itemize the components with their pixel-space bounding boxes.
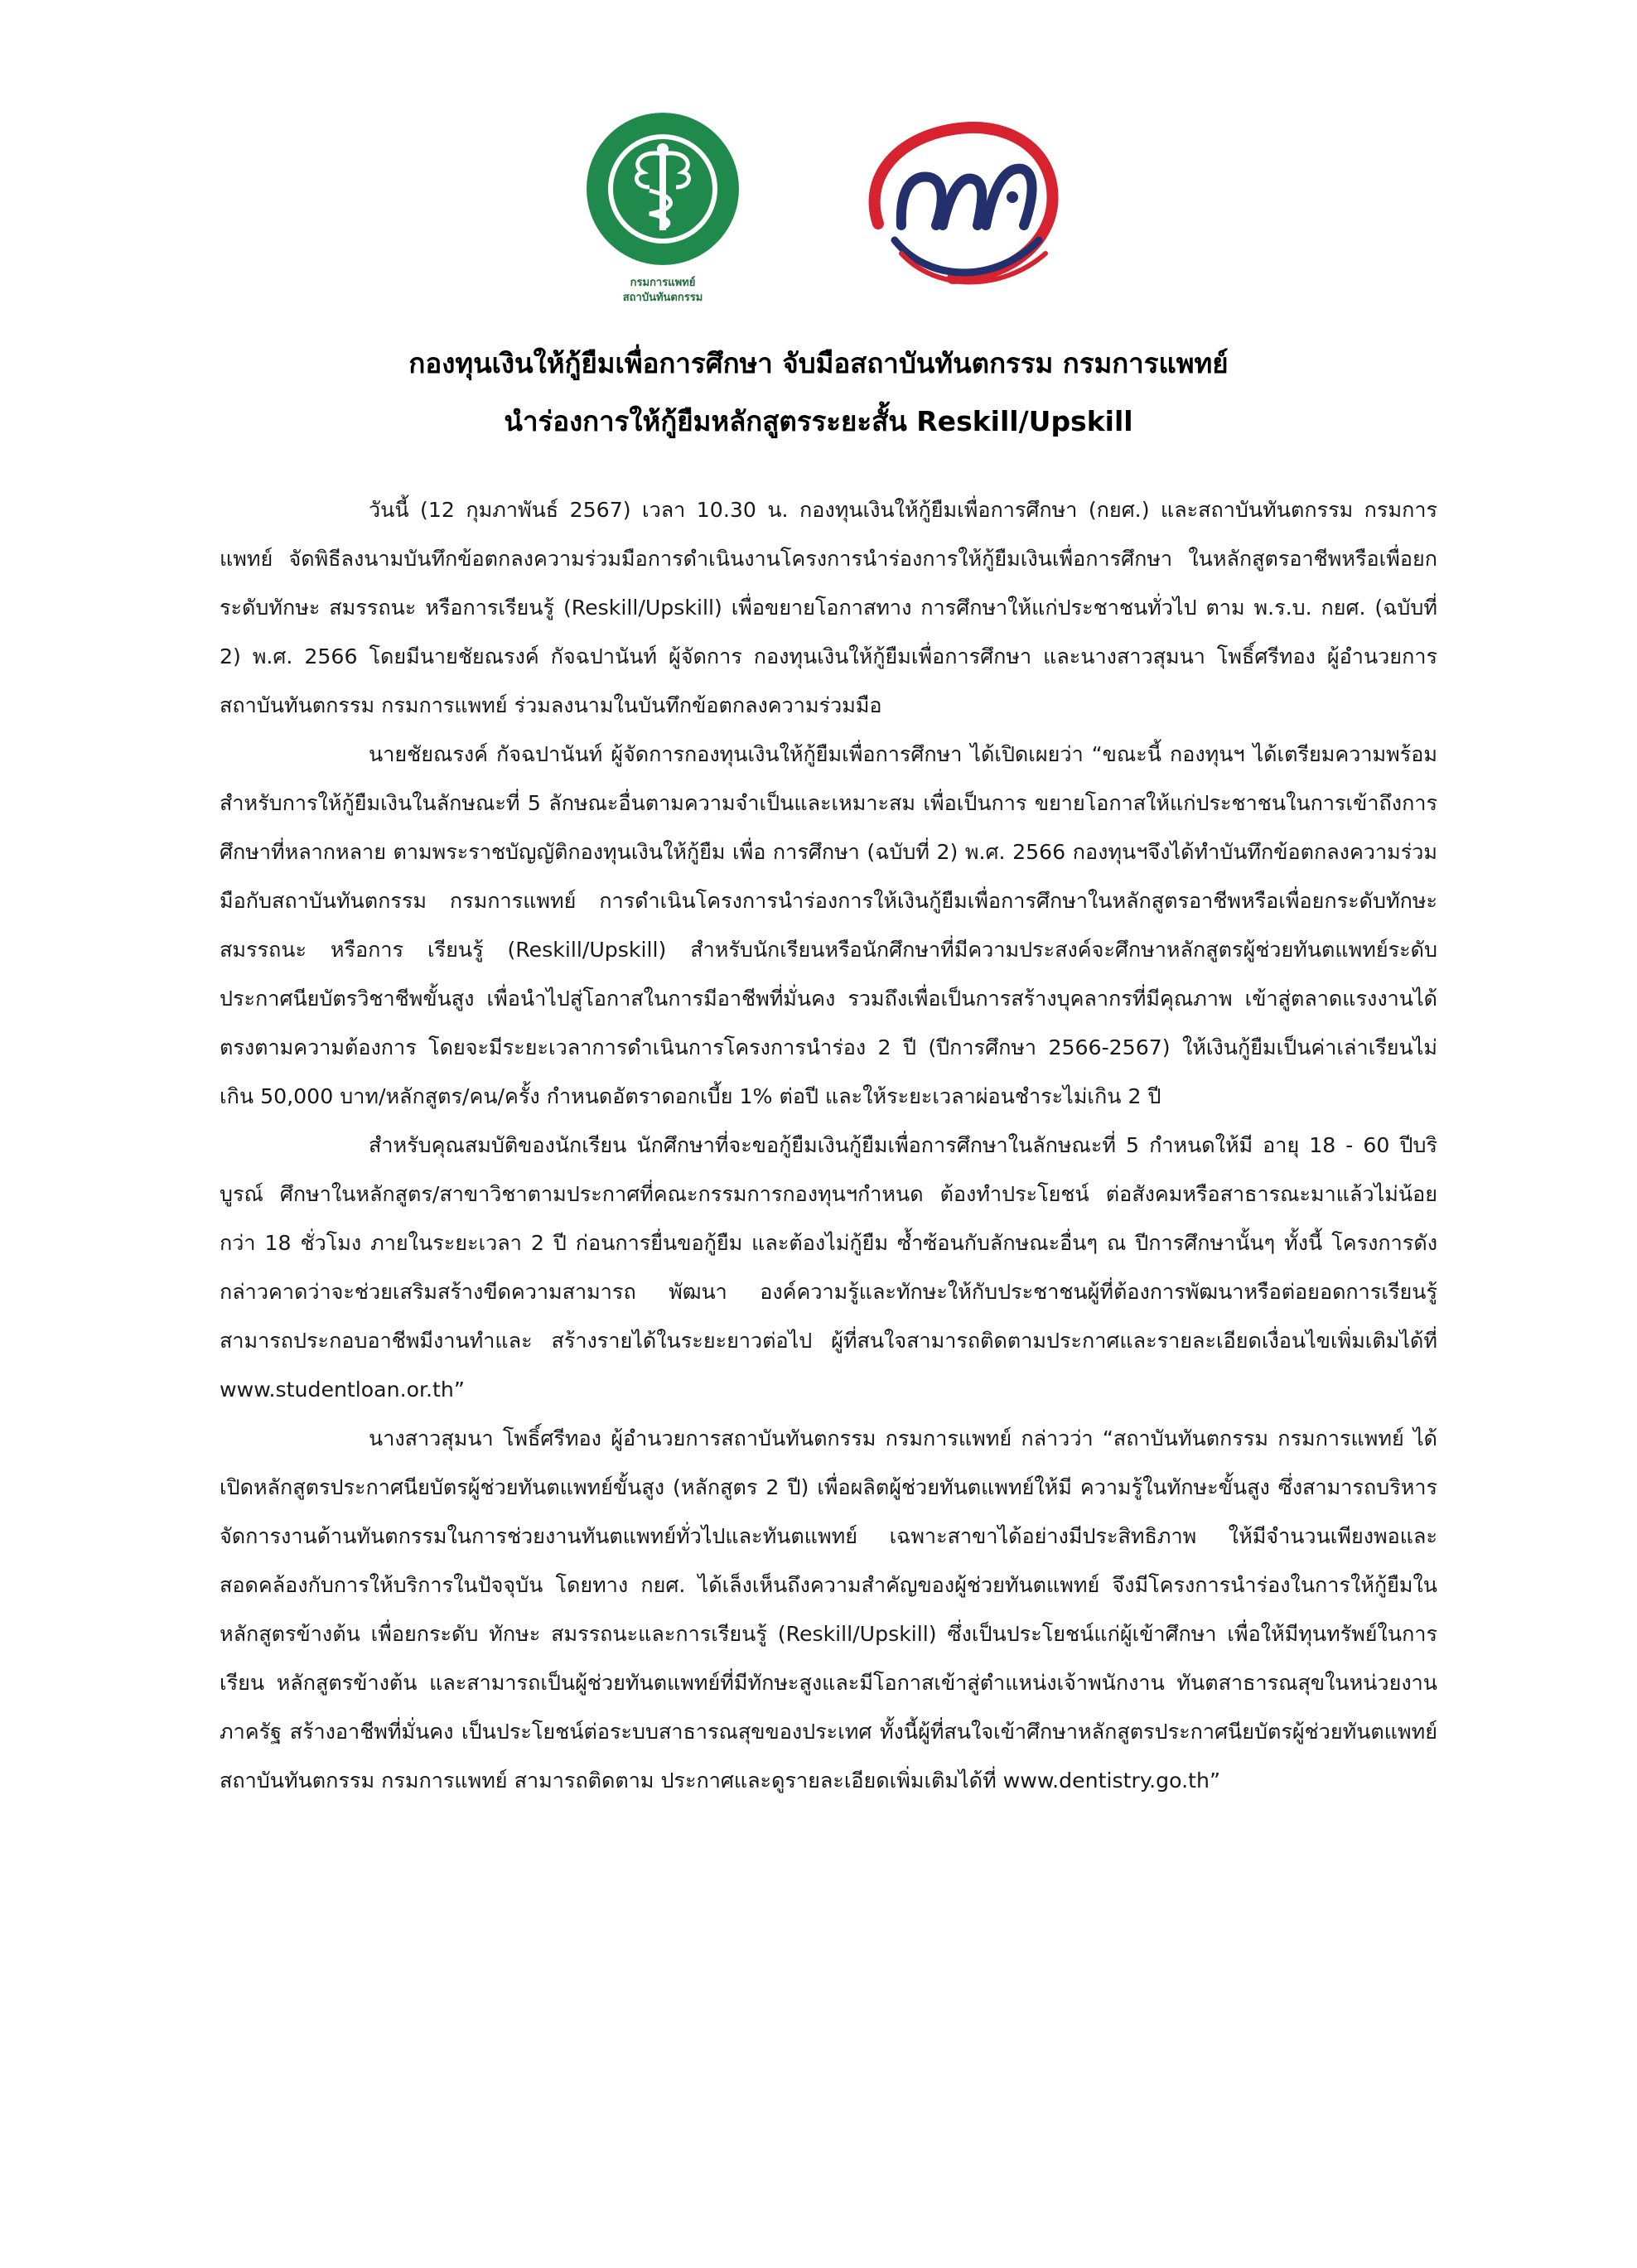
paragraph-1: วันนี้ (12 กุมภาพันธ์ 2567) เวลา 10.30 น. กองทุนเงินให้กู้ยืมเพื่อการศึกษา (กยศ.) และสถาบันทันตกรรม กรมการแพทย์ จัดพิธีลงนามบันทึกข้อตกลงความร่วมมือการดำเนินงานโครงการนำร่องการให้กู้ยืมเงินเพื่อการศึกษา ในหลักสูตรอาชีพหรือเพื่อยกระดับทักษะ สมรรถนะ หรือการเรียนรู้ (Reskill/Upskill) เพื่อขยายโอกาสทาง การศึกษาให้แก่ประชาชนทั่วไป ตาม พ.ร.บ. กยศ. (ฉบับที่ 2) พ.ศ. 2566 โดยมีนายชัยณรงค์ กัจฉปานันท์ ผู้จัดการ กองทุนเงินให้กู้ยืมเพื่อการศึกษา และนางสาวสุมนา โพธิ์ศรีทอง ผู้อำนวยการสถาบันทันตกรรม กรมการแพทย์ ร่วมลงนามในบันทึกข้อตกลงความร่วมมือ — [220, 498, 1437, 717]
paragraph-3: สำหรับคุณสมบัติของนักเรียน นักศึกษาที่จะขอกู้ยืมเงินกู้ยืมเพื่อการศึกษาในลักษณะที่ 5 กำหนดให้มี อายุ 18 - 60 ปีบริบูรณ์ ศึกษาในหลักสูตร/สาขาวิชาตามประกาศที่คณะกรรมการกองทุนฯกำหนด ต้องทำประโยชน์ ต่อสังคมหรือสาธารณะมาแล้วไม่น้อยกว่า 18 ชั่วโมง ภายในระยะเวลา 2 ปี ก่อนการยื่นขอกู้ยืม และต้องไม่กู้ยืม ซ้ำซ้อนกับลักษณะอื่นๆ ณ ปีการศึกษานั้นๆ ทั้งนี้ โครงการดังกล่าวคาดว่าจะช่วยเสริมสร้างขีดความสามารถ พัฒนา องค์ความรู้และทักษะให้กับประชาชนผู้ที่ต้องการพัฒนาหรือต่อยอดการเรียนรู้ สามารถประกอบอาชีพมีงานทำและ สร้างรายได้ในระยะยาวต่อไป ผู้ที่สนใจสามารถติดตามประกาศและรายละเอียดเงื่อนไขเพิ่มเติมได้ที่ www.studentloan.or.th” — [220, 1133, 1437, 1402]
headline-line-1: กองทุนเงินให้กู้ยืมเพื่อการศึกษา จับมือสถาบันทันตกรรม กรมการแพทย์ — [408, 347, 1229, 379]
moph-org-line-2: สถาบันทันตกรรม — [622, 292, 703, 304]
paragraph-2: นายชัยณรงค์ กัจฉปานันท์ ผู้จัดการกองทุนเงินให้กู้ยืมเพื่อการศึกษา ได้เปิดเผยว่า “ขณะนี้ กองทุนฯ ได้เตรียมความพร้อมสำหรับการให้กู้ยืมเงินในลักษณะที่ 5 ลักษณะอื่นตามความจำเป็นและเหมาะสม เพื่อเป็นการ ขยายโอกาสให้แก่ประชาชนในการเข้าถึงการศึกษาที่หลากหลาย ตามพระราชบัญญัติกองทุนเงินให้กู้ยืม เพื่อ การศึกษา (ฉบับที่ 2) พ.ศ. 2566 กองทุนฯจึงได้ทำบันทึกข้อตกลงความร่วมมือกับสถาบันทันตกรรม กรมการแพทย์ การดำเนินโครงการนำร่องการให้เงินกู้ยืมเพื่อการศึกษาในหลักสูตรอาชีพหรือเพื่อยกระดับทักษะ สมรรถนะ หรือการ เรียนรู้ (Reskill/Upskill) สำหรับนักเรียนหรือนักศึกษาที่มีความประสงค์จะศึกษาหลักสูตรผู้ช่วยทันตแพทย์ระดับ ประกาศนียบัตรวิชาชีพขั้นสูง เพื่อนำไปสู่โอกาสในการมีอาชีพที่มั่นคง รวมถึงเพื่อเป็นการสร้างบุคลากรที่มีคุณภาพ เข้าสู่ตลาดแรงงานได้ตรงตามความต้องการ โดยจะมีระยะเวลาการดำเนินการโครงการนำร่อง 2 ปี (ปีการศึกษา 2566-2567) ให้เงินกู้ยืมเป็นค่าเล่าเรียนไม่เกิน 50,000 บาท/หลักสูตร/คน/ครั้ง กำหนดอัตราดอกเบี้ย 1% ต่อปี และให้ระยะเวลาผ่อนชำระไม่เกิน 2 ปี — [220, 742, 1437, 1108]
student-loan-fund-logo — [853, 116, 1069, 290]
moph-emblem-icon — [580, 108, 746, 273]
moph-logo — [580, 108, 746, 306]
paragraph-4: นางสาวสุมนา โพธิ์ศรีทอง ผู้อำนวยการสถาบันทันตกรรม กรมการแพทย์ กล่าวว่า “สถาบันทันตกรรม กรมการแพทย์ ได้เปิดหลักสูตรประกาศนียบัตรผู้ช่วยทันตแพทย์ขั้นสูง (หลักสูตร 2 ปี) เพื่อผลิตผู้ช่วยทันตแพทย์ให้มี ความรู้ในทักษะขั้นสูง ซึ่งสามารถบริหารจัดการงานด้านทันตกรรมในการช่วยงานทันตแพทย์ทั่วไปและทันตแพทย์ เฉพาะสาขาได้อย่างมีประสิทธิภาพ ให้มีจำนวนเพียงพอและสอดคล้องกับการให้บริการในปัจจุบัน โดยทาง กยศ. ได้เล็งเห็นถึงความสำคัญของผู้ช่วยทันตแพทย์ จึงมีโครงการนำร่องในการให้กู้ยืมในหลักสูตรข้างต้น เพื่อยกระดับ ทักษะ สมรรถนะและการเรียนรู้ (Reskill/Upskill) ซึ่งเป็นประโยชน์แก่ผู้เข้าศึกษา เพื่อให้มีทุนทรัพย์ในการเรียน หลักสูตรข้างต้น และสามารถเป็นผู้ช่วยทันตแพทย์ที่มีทักษะสูงและมีโอกาสเข้าสู่ตำแหน่งเจ้าพนักงาน ทันตสาธารณสุขในหน่วยงานภาครัฐ สร้างอาชีพที่มั่นคง เป็นประโยชน์ต่อระบบสาธารณสุขของประเทศ ทั้งนี้ผู้ที่สนใจเข้าศึกษาหลักสูตรประกาศนียบัตรผู้ช่วยทันตแพทย์ สถาบันทันตกรรม กรมการแพทย์ สามารถติดตาม ประกาศและดูรายละเอียดเพิ่มเติมได้ที่ www.dentistry.go.th” — [220, 1426, 1437, 1793]
moph-org-line-1: กรมการแพทย์ — [630, 277, 696, 289]
article-body — [220, 485, 1437, 1805]
headline-line-2: นำร่องการให้กู้ยืมหลักสูตรระยะสั้น Reskill/Upskill — [504, 405, 1133, 437]
kyosor-emblem-icon — [853, 116, 1069, 290]
